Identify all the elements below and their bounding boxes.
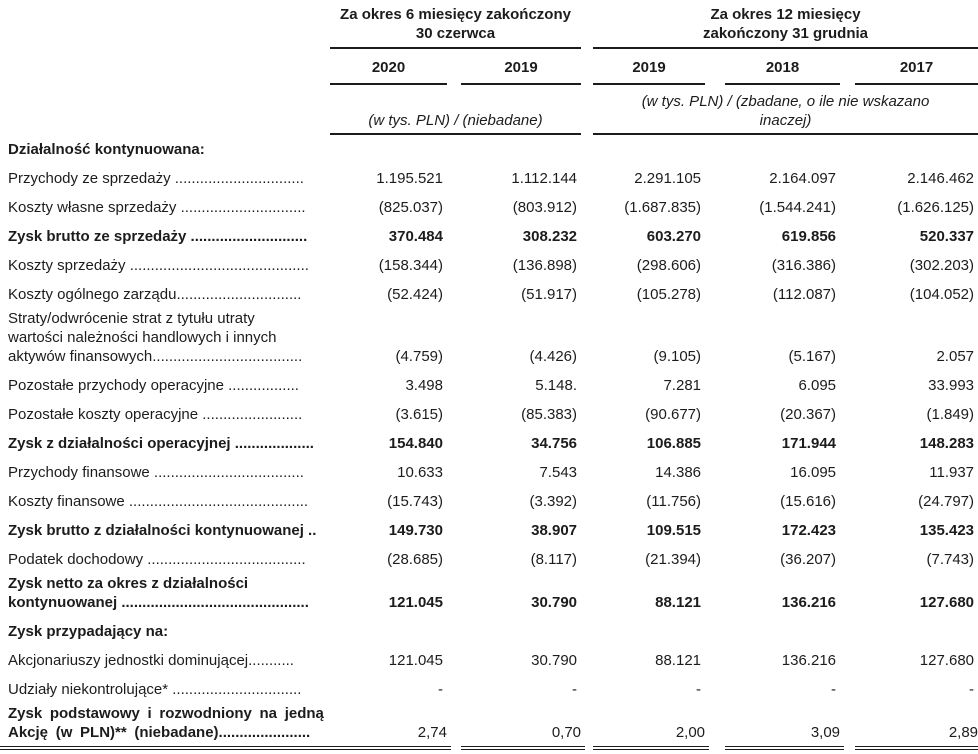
cell-value: (105.278) bbox=[636, 286, 702, 303]
table-row bbox=[0, 193, 978, 222]
table-row bbox=[0, 458, 978, 487]
cell-value: 1.195.521 bbox=[376, 170, 443, 187]
cell-value: 109.515 bbox=[646, 522, 702, 539]
row-label: Koszty finansowe ........................................... bbox=[8, 493, 309, 510]
period-group-12m bbox=[581, 3, 978, 49]
cell-value: 520.337 bbox=[919, 228, 975, 245]
cell-value: 0,70 bbox=[461, 723, 585, 750]
row-label: Pozostałe przychody operacyjne ................. bbox=[8, 377, 299, 394]
cell-value: 30.790 bbox=[531, 652, 578, 669]
cell-value: (1.849) bbox=[926, 406, 975, 423]
table-row bbox=[0, 400, 978, 429]
row-label: Zysk brutto ze sprzedaży ............................ bbox=[8, 228, 308, 245]
year-header-row bbox=[0, 49, 978, 85]
table-row bbox=[0, 574, 978, 617]
cell-value: 172.423 bbox=[781, 522, 837, 539]
cell-value: 2.291.105 bbox=[634, 170, 702, 187]
cell-value: - bbox=[438, 681, 443, 698]
table-row bbox=[0, 516, 978, 545]
period-group-6m bbox=[330, 3, 581, 49]
unit-note-row bbox=[0, 85, 978, 135]
cell-value: 2.164.097 bbox=[769, 170, 837, 187]
cell-value: (28.685) bbox=[387, 551, 443, 568]
cell-value: 127.680 bbox=[919, 652, 975, 669]
cell-value: (36.207) bbox=[780, 551, 837, 568]
row-label: Zysk netto za okres z działalności kontynuowanej ............................................. bbox=[8, 575, 309, 611]
table-row bbox=[0, 545, 978, 574]
cell-value: (1.626.125) bbox=[897, 199, 975, 216]
cell-value: 7.281 bbox=[663, 377, 702, 394]
table-body bbox=[0, 135, 978, 750]
table-row bbox=[0, 675, 978, 704]
row-label: Podatek dochodowy ...................................... bbox=[8, 551, 306, 568]
cell-value: (51.917) bbox=[521, 286, 578, 303]
cell-value: 11.937 bbox=[929, 464, 975, 481]
cell-value: 136.216 bbox=[781, 652, 837, 669]
cell-value: (803.912) bbox=[512, 199, 578, 216]
header-empty-cell bbox=[0, 49, 330, 85]
cell-value: (112.087) bbox=[772, 286, 837, 303]
year-2017-12m: 2017 bbox=[855, 58, 978, 85]
cell-value: 2,89 bbox=[855, 723, 978, 750]
table-row bbox=[0, 646, 978, 675]
cell-value: (302.203) bbox=[909, 257, 975, 274]
cell-value: - bbox=[831, 681, 837, 698]
cell-value: (4.426) bbox=[529, 348, 578, 365]
income-statement-table bbox=[0, 3, 978, 750]
row-label: Zysk z działalności operacyjnej ................... bbox=[8, 435, 314, 452]
row-label: Straty/odwrócenie strat z tytułu utraty wartości należności handlowych i innych aktywów finansowych.................................... bbox=[8, 310, 303, 365]
cell-value: 370.484 bbox=[388, 228, 443, 245]
cell-value: 308.232 bbox=[522, 228, 578, 245]
cell-value: (3.392) bbox=[529, 493, 578, 510]
cell-value: 88.121 bbox=[655, 594, 702, 611]
cell-value: (4.759) bbox=[395, 348, 443, 365]
table-row bbox=[0, 309, 978, 371]
unit-note-12m: (w tys. PLN) / (zbadane, o ile nie wskazano inaczej) bbox=[593, 92, 978, 135]
table-row bbox=[0, 135, 978, 164]
table-row bbox=[0, 251, 978, 280]
year-2018-12m: 2018 bbox=[725, 58, 840, 85]
row-label: Przychody finansowe .................................... bbox=[8, 464, 304, 481]
row-label: Zysk brutto z działalności kontynuowanej .. bbox=[8, 522, 317, 539]
cell-value: - bbox=[572, 681, 578, 698]
cell-value: (90.677) bbox=[645, 406, 702, 423]
table-row bbox=[0, 371, 978, 400]
cell-value: 30.790 bbox=[531, 594, 578, 611]
period-group-row bbox=[0, 3, 978, 49]
cell-value: 106.885 bbox=[646, 435, 702, 452]
row-label: Pozostałe koszty operacyjne ........................ bbox=[8, 406, 303, 423]
cell-value: (3.615) bbox=[395, 406, 443, 423]
cell-value: 148.283 bbox=[919, 435, 975, 452]
year-2019-6m: 2019 bbox=[461, 58, 581, 85]
cell-value: (104.052) bbox=[909, 286, 975, 303]
row-label: Akcjonariuszy jednostki dominującej........... bbox=[8, 652, 294, 669]
cell-value: (316.386) bbox=[771, 257, 837, 274]
table-row bbox=[0, 704, 978, 750]
cell-value: (85.383) bbox=[521, 406, 578, 423]
cell-value: 34.756 bbox=[531, 435, 578, 452]
cell-value: (136.898) bbox=[512, 257, 578, 274]
cell-value: 3.498 bbox=[405, 377, 443, 394]
cell-value: 2.057 bbox=[936, 348, 975, 365]
cell-value: (24.797) bbox=[918, 493, 975, 510]
cell-value: (1.544.241) bbox=[759, 199, 837, 216]
cell-value: 603.270 bbox=[646, 228, 702, 245]
cell-value: (15.743) bbox=[387, 493, 443, 510]
cell-value: 38.907 bbox=[531, 522, 578, 539]
year-2019-12m: 2019 bbox=[593, 58, 705, 85]
row-label: Przychody ze sprzedaży ............................... bbox=[8, 170, 304, 187]
cell-value: 127.680 bbox=[919, 594, 975, 611]
cell-value: (1.687.835) bbox=[624, 199, 702, 216]
cell-value: (15.616) bbox=[780, 493, 837, 510]
cell-value: 171.944 bbox=[781, 435, 837, 452]
cell-value: (21.394) bbox=[645, 551, 702, 568]
table-row bbox=[0, 164, 978, 193]
row-label: Zysk podstawowy i rozwodniony na jedną Akcję (w PLN)** (niebadane)...................... bbox=[0, 704, 330, 750]
cell-value: - bbox=[696, 681, 702, 698]
table-row bbox=[0, 617, 978, 646]
financial-statement-page bbox=[0, 3, 978, 754]
cell-value: 154.840 bbox=[388, 435, 443, 452]
row-label: Koszty własne sprzedaży .............................. bbox=[8, 199, 306, 216]
cell-value: 149.730 bbox=[388, 522, 443, 539]
cell-value: 16.095 bbox=[790, 464, 837, 481]
cell-value: 6.095 bbox=[798, 377, 837, 394]
cell-value: (52.424) bbox=[387, 286, 443, 303]
cell-value: 121.045 bbox=[388, 652, 443, 669]
cell-value: 619.856 bbox=[781, 228, 837, 245]
cell-value: (8.117) bbox=[530, 551, 578, 568]
row-label: Koszty ogólnego zarządu.............................. bbox=[8, 286, 302, 303]
cell-value: 2,74 bbox=[330, 723, 451, 750]
cell-value: 14.386 bbox=[655, 464, 702, 481]
cell-value: (9.105) bbox=[653, 348, 702, 365]
unit-note-6m: (w tys. PLN) / (niebadane) bbox=[330, 111, 581, 135]
cell-value: 3,09 bbox=[725, 723, 844, 750]
table-header bbox=[0, 3, 978, 135]
cell-value: (7.743) bbox=[926, 551, 975, 568]
cell-value: 5.148. bbox=[535, 377, 578, 394]
cell-value: 2.146.462 bbox=[907, 170, 975, 187]
header-empty-cell bbox=[0, 85, 330, 135]
cell-value: 136.216 bbox=[781, 594, 837, 611]
row-label: Działalność kontynuowana: bbox=[8, 141, 205, 158]
table-row bbox=[0, 429, 978, 458]
cell-value: 135.423 bbox=[919, 522, 975, 539]
cell-value: 121.045 bbox=[388, 594, 443, 611]
cell-value: (5.167) bbox=[788, 348, 837, 365]
cell-value: (158.344) bbox=[378, 257, 443, 274]
cell-value: (20.367) bbox=[780, 406, 837, 423]
cell-value: (11.756) bbox=[646, 493, 702, 510]
cell-value: 1.112.144 bbox=[511, 170, 578, 187]
table-row bbox=[0, 487, 978, 516]
cell-value: 2,00 bbox=[593, 723, 709, 750]
table-row bbox=[0, 222, 978, 251]
period-group-12m-title: Za okres 12 miesięcy zakończony 31 grudnia bbox=[593, 5, 978, 49]
cell-value: 33.993 bbox=[928, 377, 975, 394]
row-label: Udziały niekontrolujące* ............................... bbox=[8, 681, 302, 698]
row-label: Koszty sprzedaży ........................................... bbox=[8, 257, 309, 274]
cell-value: 10.633 bbox=[397, 464, 443, 481]
row-label: Zysk przypadający na: bbox=[8, 623, 169, 640]
year-2020-6m: 2020 bbox=[330, 58, 447, 85]
cell-value: 88.121 bbox=[655, 652, 702, 669]
cell-value: 7.543 bbox=[539, 464, 578, 481]
cell-value: - bbox=[969, 681, 975, 698]
period-group-6m-title: Za okres 6 miesięcy zakończony 30 czerwca bbox=[330, 5, 581, 49]
table-row bbox=[0, 280, 978, 309]
header-empty-cell bbox=[0, 3, 330, 49]
cell-value: (825.037) bbox=[378, 199, 443, 216]
cell-value: (298.606) bbox=[636, 257, 702, 274]
